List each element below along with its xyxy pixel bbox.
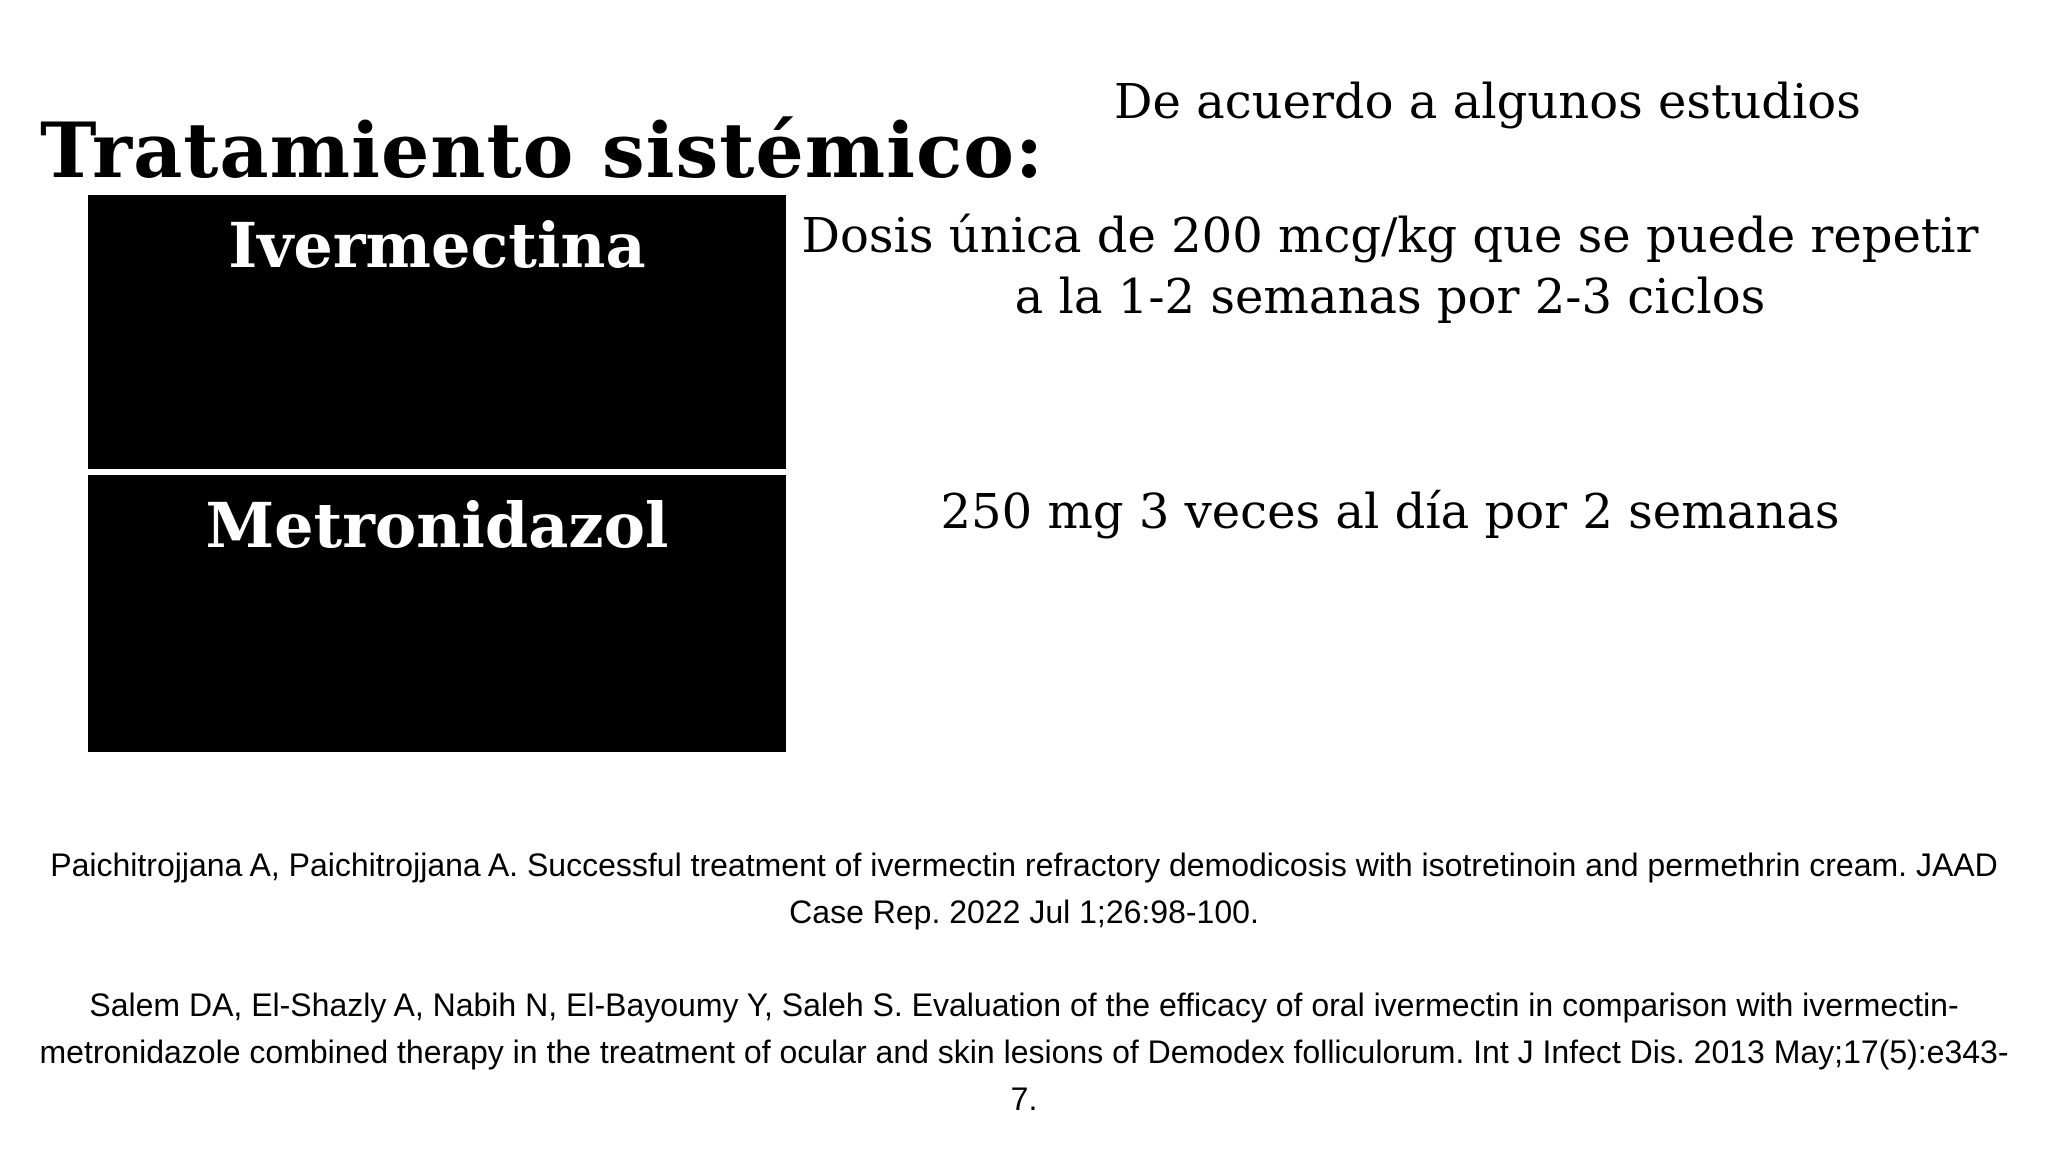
drug-box-ivermectina <box>88 195 786 469</box>
dose-metronidazol: 250 mg 3 veces al día por 2 semanas <box>940 484 1840 540</box>
drug-name: Metronidazol <box>205 489 669 562</box>
slide-subtitle: De acuerdo a algunos estudios <box>1114 74 1861 130</box>
slide-title: Tratamiento sistémico: <box>40 105 1045 195</box>
references <box>30 842 2018 1123</box>
drug-box-metronidazol <box>88 475 786 752</box>
drug-name: Ivermectina <box>228 209 646 282</box>
dose-ivermectina: Dosis única de 200 mcg/kg que se puede repetir a la 1-2 semanas por 2-3 ciclos <box>801 208 1979 325</box>
reference-2: Salem DA, El-Shazly A, Nabih N, El-Bayoumy Y, Saleh S. Evaluation of the efficacy of oral ivermectin in comparison with ivermectin-metronidazole combined therapy in the treatment of ocular and skin lesions of Demodex folliculorum. Int J Infect Dis. 2013 May;17(5):e343-7. <box>39 987 2009 1117</box>
reference-1: Paichitrojjana A, Paichitrojjana A. Successful treatment of ivermectin refractory demodicosis with isotretinoin and permethrin cream. JAAD Case Rep. 2022 Jul 1;26:98-100. <box>50 847 1998 930</box>
